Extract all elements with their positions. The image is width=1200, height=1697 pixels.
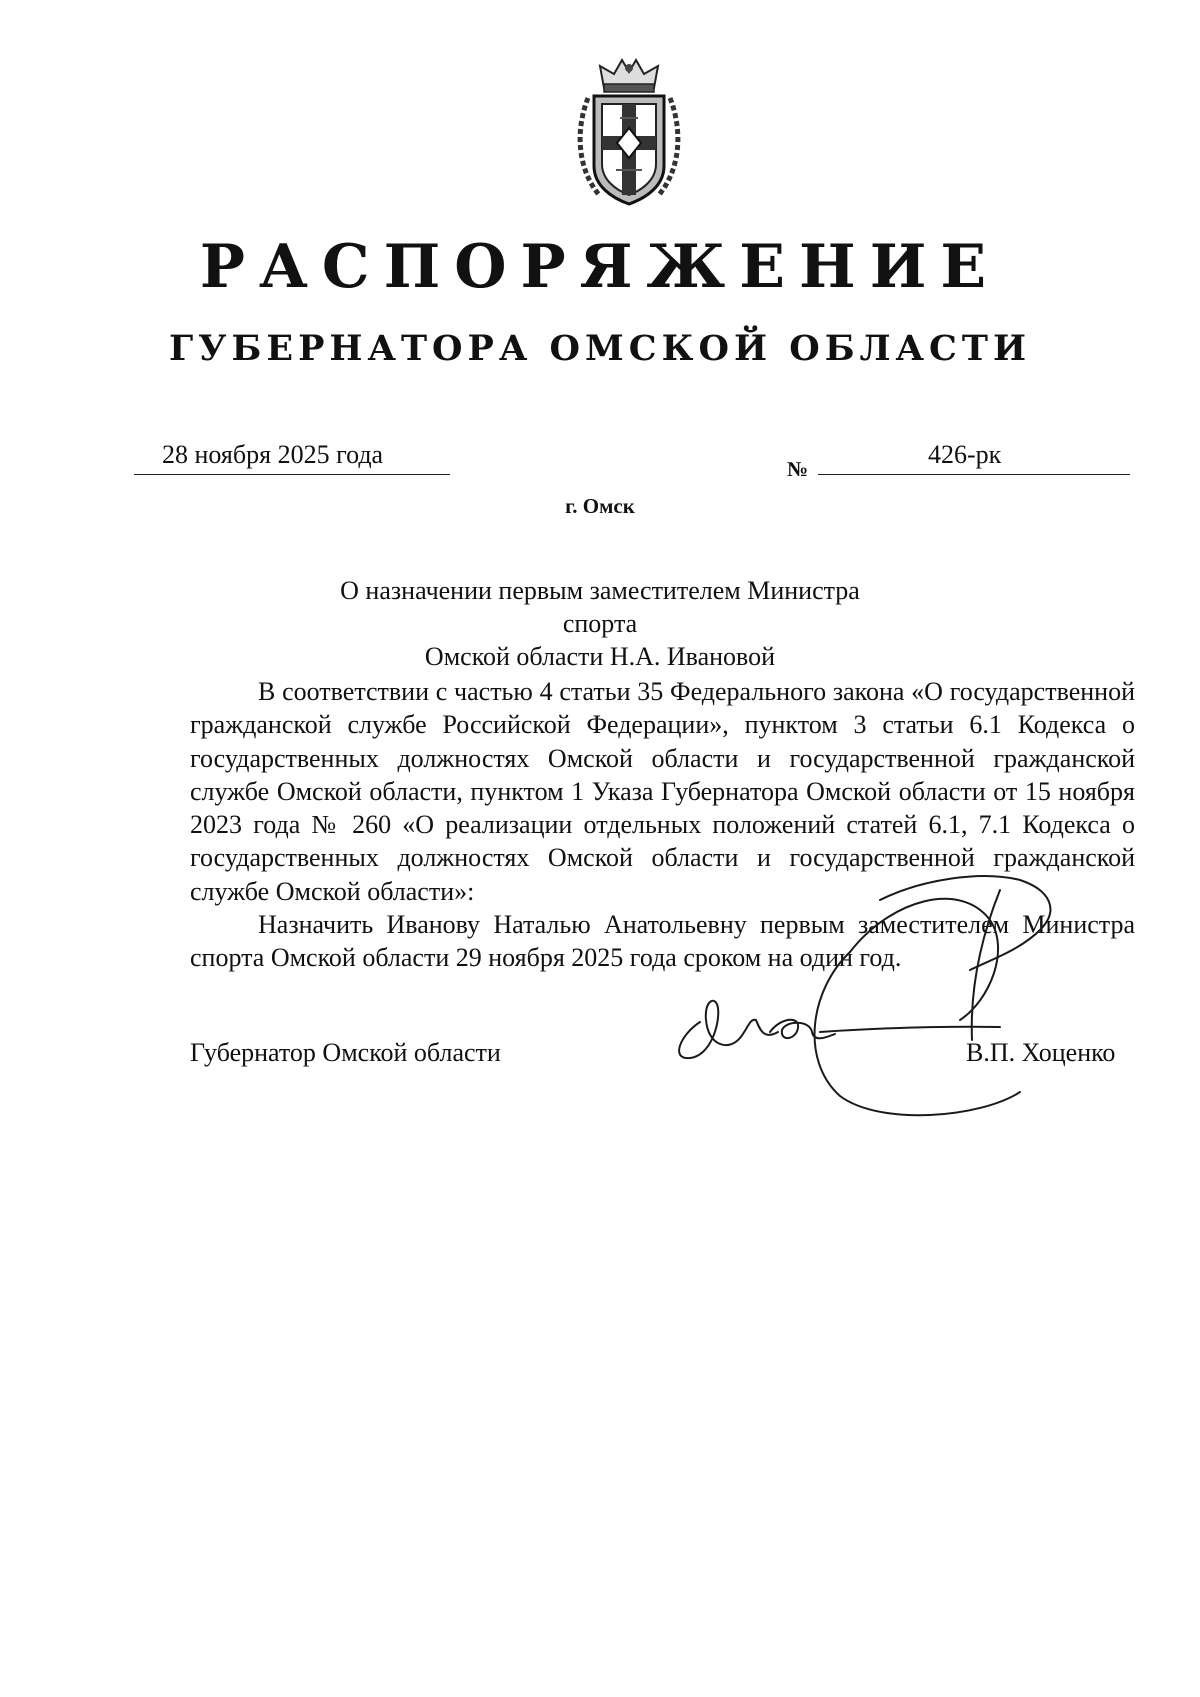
date-field	[134, 438, 450, 475]
document-subject	[300, 574, 900, 673]
body-paragraph-1: В соответствии с частью 4 статьи 35 Федерального закона «О государственной гражданской службе Российской Федерации», пунктом 3 статьи 6.1 Кодекса о государственных должностях Омской области и государственной гражданской службе Омской области, пунктом 1 Указа Губернатора Омской области от 15 ноября 2023 года № 260 «О реализации отдельных положений статей 6.1, 7.1 Кодекса о государственных должностях Омской области и государственной гражданской службе Омской области»:	[190, 677, 1135, 906]
number-sign: №	[787, 457, 809, 481]
signatory-position: Губернатор Омской области	[190, 1038, 501, 1067]
signatory-name: В.П. Хоценко	[966, 1038, 1116, 1067]
document-date: 28 ноября 2025 года	[162, 440, 384, 469]
document-subtitle: ГУБЕРНАТОРА ОМСКОЙ ОБЛАСТИ	[168, 328, 1032, 369]
subject-line-2: Омской области Н.А. Ивановой	[424, 642, 776, 671]
subject-line-1: О назначении первым заместителем Министра спорта	[340, 576, 860, 638]
number-field	[818, 438, 1130, 475]
document-body	[190, 675, 1135, 975]
document-title: РАСПОРЯЖЕНИЕ	[199, 232, 1001, 302]
city: г. Омск	[565, 494, 635, 518]
coat-of-arms-icon	[570, 58, 688, 210]
document-number: 426-рк	[928, 440, 1002, 469]
body-paragraph-2: Назначить Иванову Наталью Анатольевну первым заместителем Министра спорта Омской области 29 ноября 2025 года сроком на один год.	[190, 910, 1135, 973]
